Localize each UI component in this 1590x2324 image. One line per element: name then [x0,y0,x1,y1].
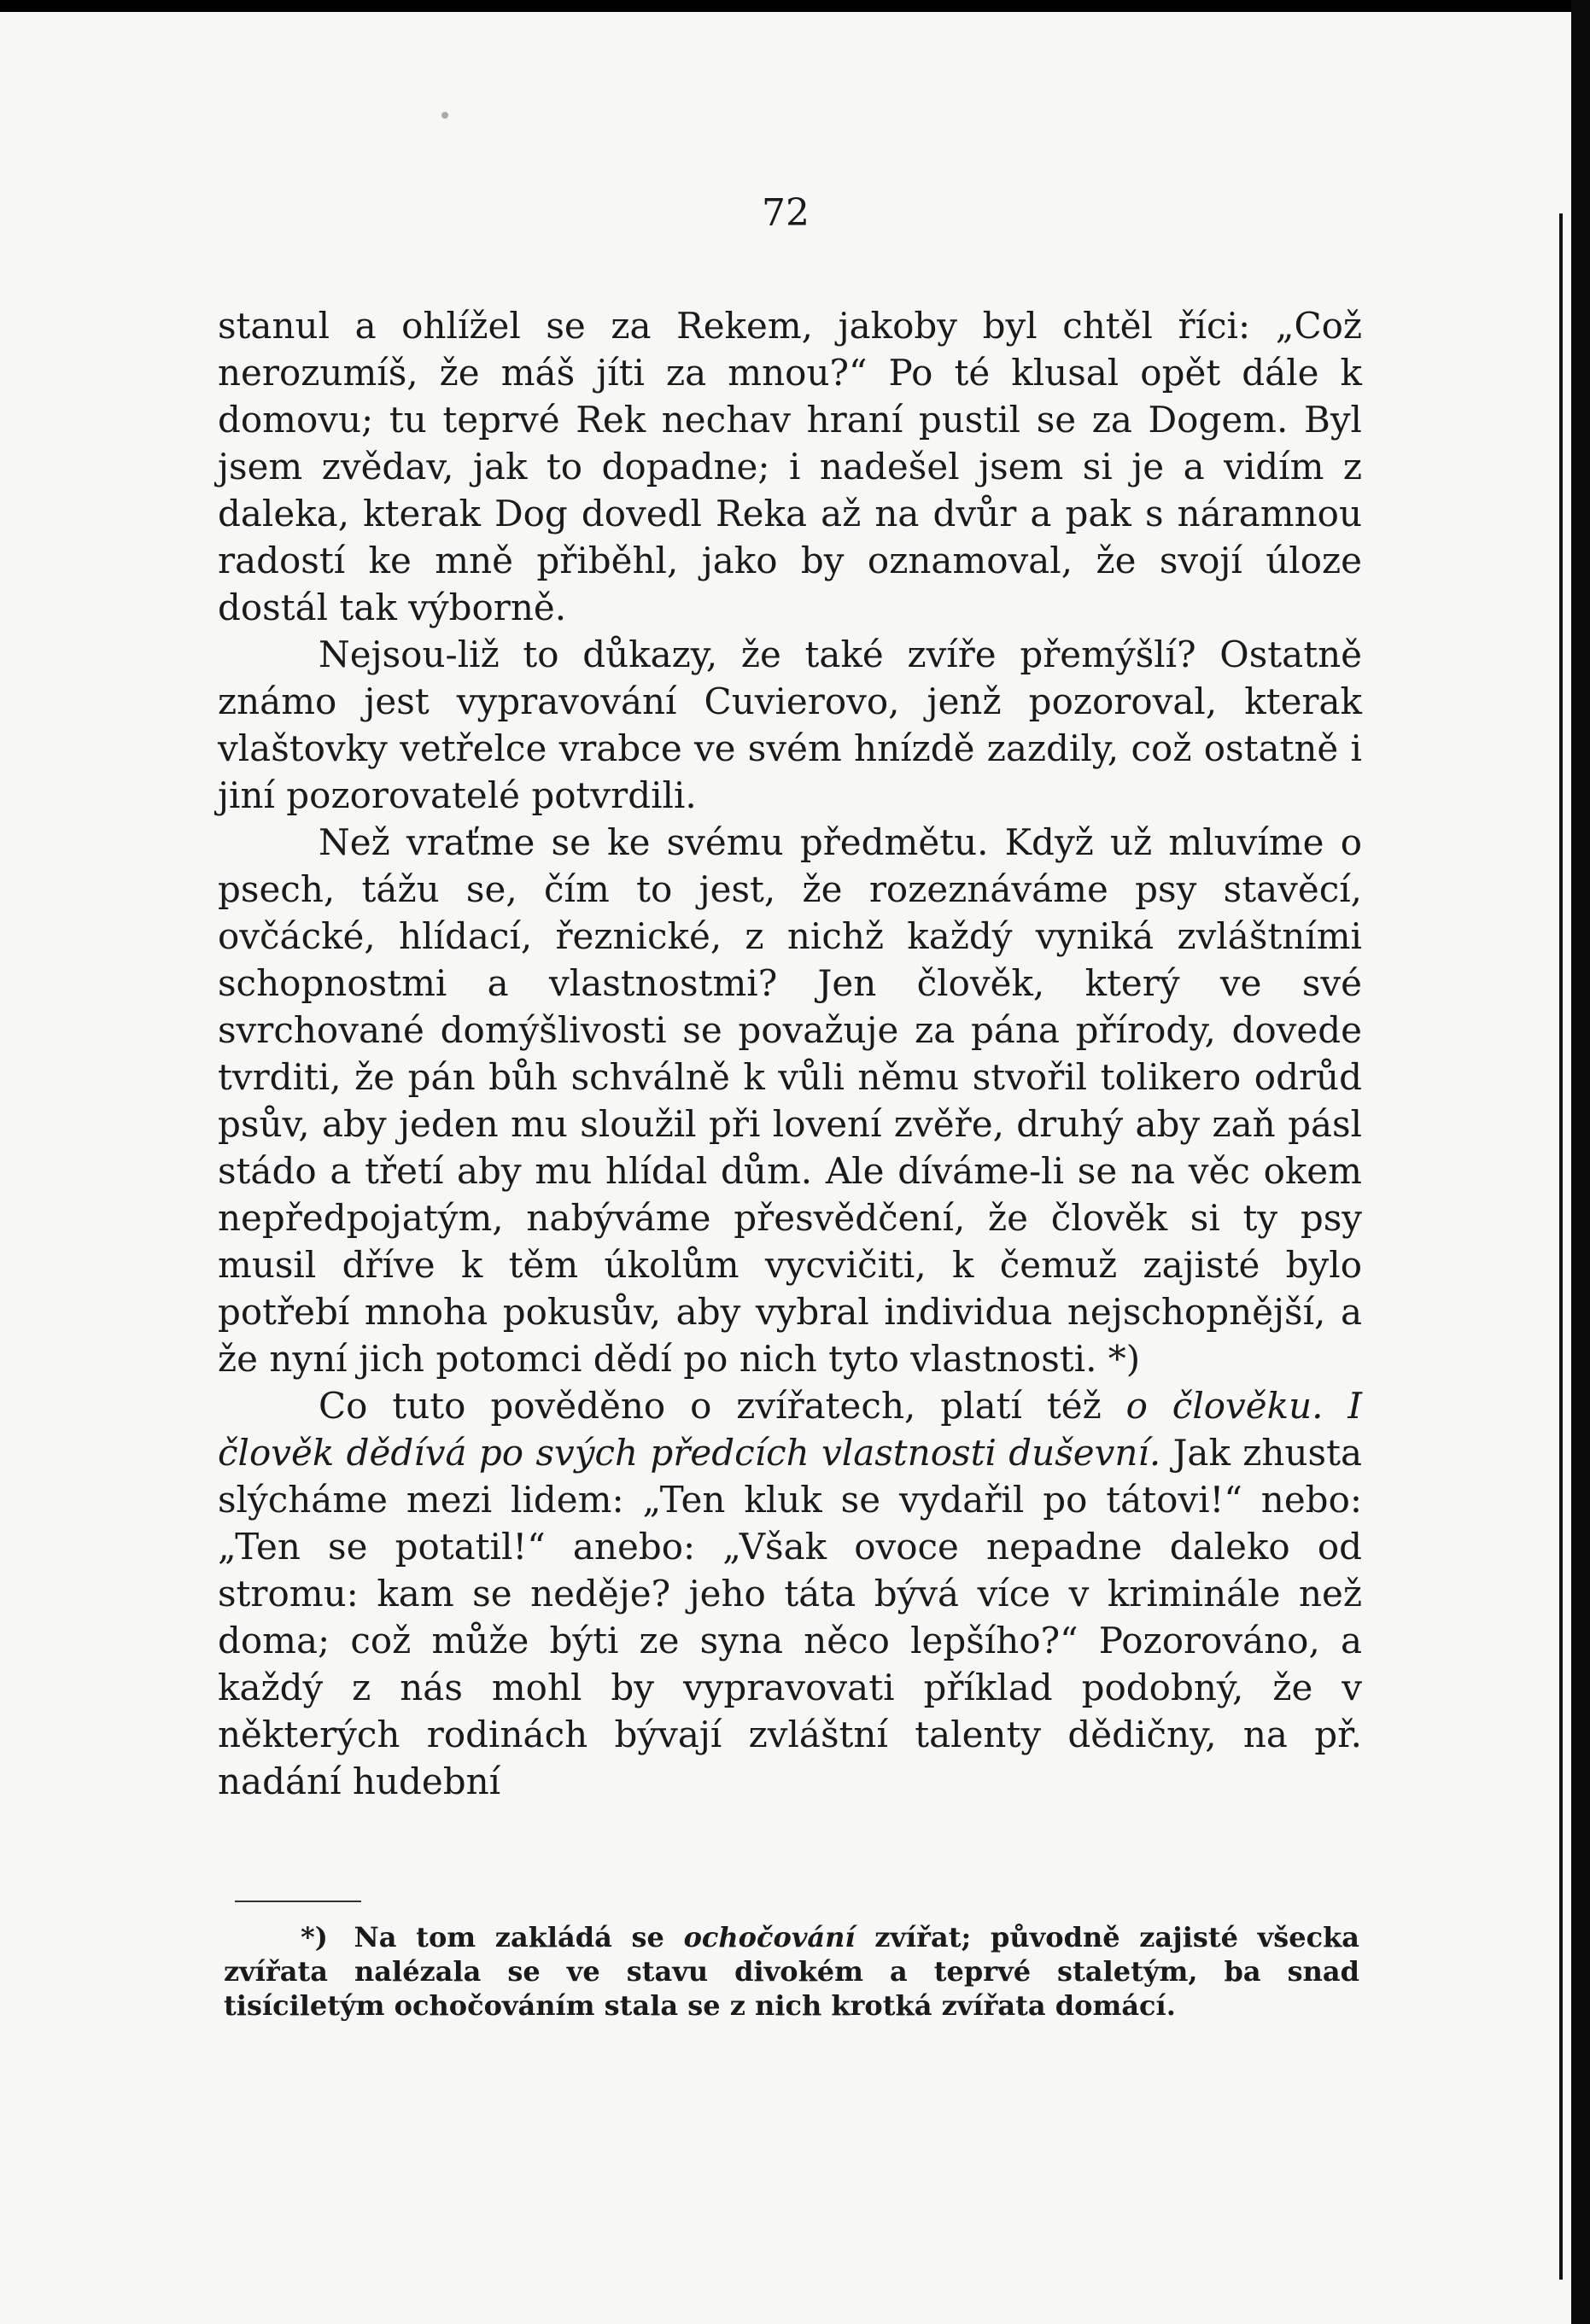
page-edge [1571,0,1590,2324]
emphasized-text: o člověku. I člověk dědívá po svých předcích vlastnosti duševní. [218,1385,1362,1474]
text-run: Nejsou-liž to důkazy, že také zvíře přemýšlí? Ostatně známo jest vypravování Cuvierovo, jenž pozoroval, kterak vlaštovky vetřelce vrabce ve svém hnízdě zazdily, což ostatně i jiní pozorovatelé potvrdili. [218,634,1362,816]
footnote-emphasis: ochočování [683,1921,856,1953]
binding-rule [1559,213,1563,2280]
print-speck [441,112,448,119]
book-page [0,12,1571,2324]
footnote [224,1920,1359,2023]
text-run: Jak zhusta slýcháme mezi lidem: „Ten kluk se vydařil po tátovi!“ nebo: „Ten se potatil!“ anebo: „Však ovoce nepadne daleko od stromu: kam se neděje? jeho táta bývá více v kriminále než doma; což může býti ze syna něco lepšího?“ Pozorováno, a každý z nás mohl by vypravovati příklad podobný, že v některých rodinách bývají zvláštní talenty dědičny, na př. nadání hudební [218,1432,1362,1802]
body-text [218,302,1362,1805]
paragraph [218,1382,1362,1805]
footnote-separator [235,1901,361,1902]
footnote-text: Na tom zakládá se [354,1921,684,1953]
paragraph [218,631,1362,819]
paragraph [218,302,1362,631]
text-run: stanul a ohlížel se za Rekem, jakoby byl chtěl říci: „Což nerozumíš, že máš jíti za mnou?“ Po té klusal opět dále k domovu; tu teprvé Rek nechav hraní pustil se za Dogem. Byl jsem zvědav, jak to dopadne; i nadešel jsem si je a vidím z daleka, kterak Dog dovedl Reka až na dvůr a pak s náramnou radostí ke mně přiběhl, jako by oznamoval, že svojí úloze dostál tak výborně. [218,305,1362,628]
text-run: Než vraťme se ke svému předmětu. Když už mluvíme o psech, tážu se, čím to jest, že rozeznáváme psy stavěcí, ovčácké, hlídací, řeznické, z nichž každý vyniká zvláštními schopnostmi a vlastnostmi? Jen člověk, který ve své svrchované domýšlivosti se považuje za pána přírody, dovede tvrditi, že pán bůh schválně k vůli němu stvořil tolikero odrůd psův, aby jeden mu sloužil při lovení zvěře, druhý aby zaň pásl stádo a třetí aby mu hlídal dům. Ale díváme-li se na věc okem nepředpojatým, nabýváme přesvědčení, že člověk si ty psy musil dříve k těm úkolům vycvičiti, k čemuž zajisté bylo potřebí mnoha pokusův, aby vybral individua nejschopnější, a že nyní jich potomci dědí po nich tyto vlastnosti. *) [218,821,1362,1380]
paragraph [218,819,1362,1382]
footnote-text: zvířat; původně zajisté všecka zvířata nalézala se ve stavu divokém a teprvé staletým, ba snad tisíciletým ochočováním stala se z nich krotká zvířata domácí. [224,1921,1360,2022]
footnote-marker: *) [301,1921,328,1953]
text-run: Co tuto pověděno o zvířatech, platí též [319,1385,1126,1427]
page-number: 72 [762,191,810,235]
